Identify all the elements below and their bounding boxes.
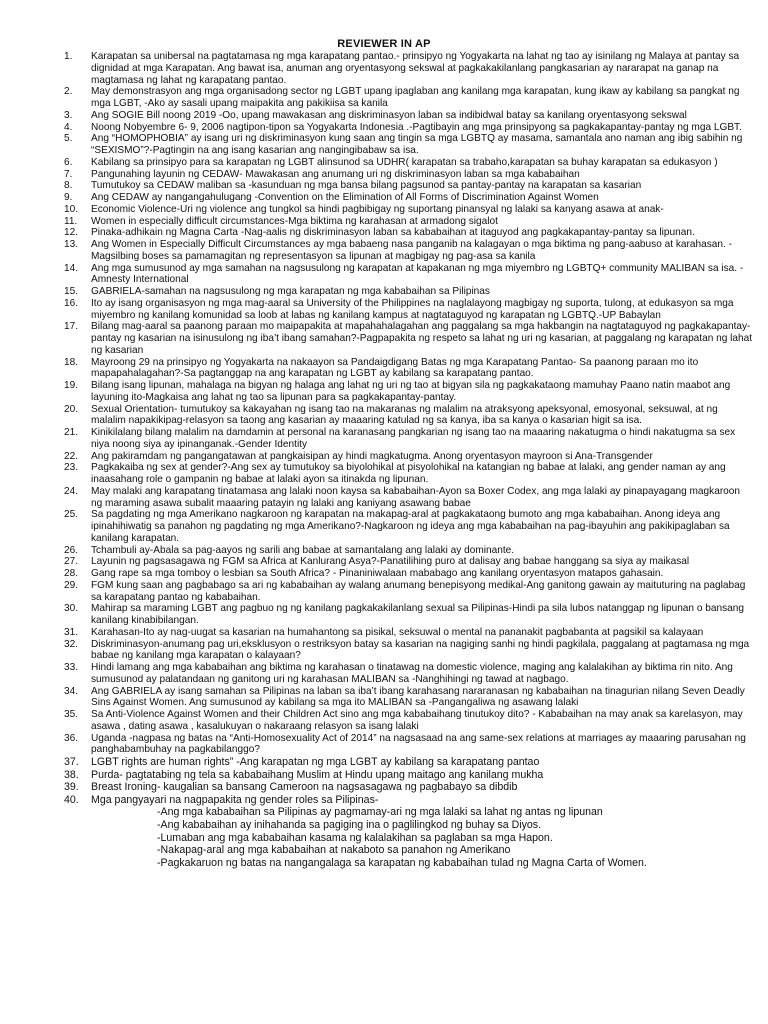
item-text: Women in especially difficult circumstances-Mga biktima ng karahasan at armadong sigalot [91,215,498,227]
list-item [64,110,754,122]
list-item [64,756,754,769]
item-number: 20. [64,403,79,415]
item-text: May malaki ang karapatang tinatamasa ang lalaki noon kaysa sa kababaihan-Ayon sa Boxer Codex, ang mga lalaki ay pinapayagang magkaroon ng maraming asawa subalit maaaring patayin ng lalaki ang kaniyang asawang babae [91,485,741,509]
item-text: Pagkakaiba ng sex at gender?-Ang sex ay tumutukoy sa biyolohikal at pisyolohikal na katangian ng babae at lalaki, ang gender naman ay ang inaasahang role o gampanin ng babae at lalaki ayon sa itinakda ng lipunan. [91,462,726,485]
item-text: Sa Anti-Violence Against Women and their Children Act sino ang mga kababaihang tinutukoy dito? - Kababaihan na may anak sa karelasyon, may asawa , dating asawa , kasalukuyan o nakaraang relasyon sa isang lalaki [91,709,743,732]
list-item [64,509,754,544]
list-item [64,603,754,627]
list-item [64,427,754,451]
item-text: Ang mga sumusunod ay mga samahan na nagsusulong ng karapatan at kapakanan ng mga miyembro ng LGBTQ+ community MALIBAN sa isa. -Amnesty International [91,262,744,286]
item-number: 40. [64,793,79,806]
item-text: Diskriminasyon-anumang pag uri,eksklusyon o restriksyon batay sa kasarian na nagiging sanhi ng hindi pagkilala, paggalang at pagtamasa ng mga babae ng kanilang mga karapatan o kalayaan? [91,638,750,662]
item-text: Karahasan-Ito ay nag-uugat sa kasarian na humahantong sa pisikal, seksuwal o mental na pananakit pagbabanta at pagsikil sa kalayaan [91,626,704,638]
item-number: 32. [64,638,79,650]
item-number: 16. [64,297,79,309]
item-text: GABRIELA-samahan na nagsusulong ng mga karapatan ng mga kababaihan sa Pilipinas [91,286,490,297]
list-item [64,51,754,86]
list-item [64,639,754,663]
list-item [64,556,754,568]
item-text: Uganda -nagpasa ng batas na “Anti-Homosexuality Act of 2014” na nagsasaad na ang same-sex relations at marriages ay maaaring parusahan ng panghabambuhay na pagkabilanggo? [91,732,746,756]
sub-list-item: -Nakapag-aral ang mga kababaihan at nakaboto sa panahon ng Amerikano [157,844,511,857]
list-item [64,627,754,639]
item-number: 25. [64,509,79,521]
item-number: 26. [64,544,79,556]
item-text: Purda- pagtatabing ng tela sa kababaihang Muslim at Hindu upang maitago ang kanilang mukha [91,768,544,781]
list-item [64,686,754,710]
list-item [64,180,754,192]
list-item [64,733,754,757]
item-text: Ang CEDAW ay nangangahulugang -Convention on the Elimination of All Forms of Discrimination Against Women [91,192,599,203]
list-item [64,227,754,239]
item-text: Noong Nobyembre 6- 9, 2006 nagtipon-tipon sa Yogyakarta Indonesia .-Pagtibayin ang mga prinsipyong sa pagkakapantay-pantay ng mga LGBT. [91,121,742,133]
item-number: 2. [64,86,73,98]
item-number: 39. [64,781,79,794]
list-item [64,769,754,782]
item-text: Mga pangyayari na nagpapakita ng gender roles sa Pilipinas- [91,793,379,806]
list-item [64,169,754,181]
item-number: 8. [64,180,73,192]
item-number: 30. [64,603,79,615]
item-number: 7. [64,168,73,180]
item-number: 24. [64,485,79,497]
item-number: 29. [64,579,79,591]
sub-list-item: -Ang kababaihan ay inihahanda sa pagiging ina o paglilingkod ng buhay sa Diyos. [157,818,542,831]
item-number: 31. [64,626,79,638]
item-number: 6. [64,156,73,168]
item-text: Kinikilalang bilang malalim na damdamin at personal na karanasang pangkarian ng isang tao na maaaring nakatugma o hindi nakatugma sa sex niya noong siya ay ipinanganak.-Gender Identity [91,427,736,450]
item-number: 9. [64,192,73,203]
item-text: Bilang mag-aaral sa paanong paraan mo maipapakita at mapahahalagahan ang paggalang sa mga hakbangin na nagtataguyod ng pagkakapantay-pantay ng kasarian na isinusulong ng iba’t ibang samahan?-Pagpapakita ng respeto sa lahat ng uri ng kasarian, at paggalang ng karapatan ng lahat ng kasarian [91,321,753,356]
list-item [64,662,754,686]
item-text: Ito ay isang organisasyon ng mga mag-aaral sa University of the Philippines na naglalayong magbigay ng suporta, tulong, at edukasyon sa mga miyembro ng kanilang komunidad sa loob at labas ng kanilang kampus at nagtataguyod ng karapatan ng LGBTQ.-UP Babaylan [91,297,734,321]
item-text: Pinaka-adhikain ng Magna Carta -Nag-aalis ng diskriminasyon laban sa kababaihan at itaguyod ang pagkakapantay-pantay sa lipunan. [91,227,695,239]
list-item [64,157,754,169]
list-item [64,263,754,287]
item-text: LGBT rights are human rights” -Ang karapatan ng mga LGBT ay kabilang sa karapatang pantao [91,756,540,768]
item-text: Breast Ironing- kaugalian sa bansang Cameroon na nagsasagawa ng pagbabayo sa dibdib [91,781,518,794]
item-number: 21. [64,427,79,438]
list-item [64,122,754,134]
item-number: 23. [64,462,79,474]
list-item [64,286,754,298]
item-number: 27. [64,556,79,568]
item-number: 14. [64,262,79,274]
list-item [64,545,754,557]
list-item [64,239,754,263]
item-number: 15. [64,286,79,297]
list-item [64,380,754,404]
list-item [64,298,754,322]
item-number: 22. [64,450,79,462]
list-item [64,781,754,794]
list-item [64,357,754,381]
sub-list-item: -Lumaban ang mga kababaihan kasama ng kalalakihan sa paglaban sa mga Hapon. [157,831,553,844]
sub-list-item: -Pagkakaruon ng batas na nangangalaga sa karapatan ng kababaihan tulad ng Magna Carta of Women. [157,856,647,869]
item-number: 28. [64,568,79,579]
list-item [64,580,754,604]
item-number: 18. [64,356,79,368]
list-item [64,709,754,733]
item-text: Ang Women in Especially Difficult Circumstances ay mga babaeng nasa panganib na kalagayan o mga biktima ng pang-aabuso at karahasan. -Magsilbing boses sa pamamagitan ng representasyon sa lipunan at magbigay ng pag-asa sa kanila [91,239,732,262]
item-text: Mayroong 29 na prinsipyo ng Yogyakarta na nakaayon sa Pandaigdigang Batas ng mga Karapatang Pantao- Sa paanong paraan mo ito mapapahalagahan?-Sa pagtanggap na ang karapatan ng LGBT ay kabilang sa karapatang pantao. [91,356,699,380]
item-text: Kabilang sa prinsipyo para sa karapatan ng LGBT alinsunod sa UDHR( karapatan sa trabaho,karapatan sa buhay karapatan sa edukasyon ) [91,156,718,168]
item-text: Tchambuli ay-Abala sa pag-aayos ng sarili ang babae at samantalang ang lalaki ay dominante. [91,544,515,556]
reviewer-list [64,51,754,869]
item-number: 34. [64,685,79,697]
list-item [64,192,754,204]
item-text: Sexual Orientation- tumutukoy sa kakayahan ng isang tao na makaranas ng malalim na atraksyong apeksyonal, emosyonal, seksuwal, at ng malalim napakikipag-relasyon sa taong ang kasarian ay maaaring katulad ng sa kanya, iba sa kanya o kasarian higit sa isa. [91,403,718,427]
item-text: Hindi lamang ang mga kababaihan ang biktima ng karahasan o tinatawag na domestic violence, maging ang kalalakihan ay biktima rin nito. Ang sumusunod ay palatandaan ng ganitong uri ng karahasan MALIBAN sa -Nanghihingi ng tawad at nagbago. [91,662,733,685]
item-text: May demonstrasyon ang mga organisadong sector ng LGBT upang ipaglaban ang kanilang mga karapatan, kung ikaw ay kabilang sa pangkat ng mga LGBT, -Ako ay sasali upang maipakita ang pakikiisa sa kanila [91,86,740,109]
item-text: Ang pakiramdam ng pangangatawan at pangkaisipan ay hindi magkatugma. Anong oryentasyon mayroon si Ana-Transgender [91,450,653,462]
item-text: Gang rape sa mga tomboy o lesbian sa South Africa? - Pinaniniwalaan mababago ang kanilang oryentasyon matapos gahasain. [91,568,664,579]
list-item [64,568,754,580]
list-item [64,462,754,486]
list-item [64,133,754,157]
list-item [64,321,754,356]
item-text: Karapatan sa unibersal na pagtatamasa ng mga karapatang pantao.- prinsipyo ng Yogyakarta na lahat ng tao ay isinilang ng Malaya at pantay sa dignidad at mga Karapatan. Ang bawat isa, anuman ang oryentasyong sekswal at pagkakakilanlang pangkasarian ay nararapat na ganap na magtamasa ng lahat ng karapatang pantao. [91,51,740,86]
item-text: Sa pagdating ng mga Amerikano nagkaroon ng karapatan na makapag-aral at pagkakataong bumoto ang mga kababaihan. Anong ideya ang ipinahihiwatig sa panahon ng pagdating ng mga Amerikano?-Nagkaroon ng ideya ang mga kababaihan na pag-ibayuhin ang pakikipaglaban sa kanilang karapatan. [91,509,730,544]
item-number: 19. [64,380,79,391]
item-text: Mahirap sa maraming LGBT ang pagbuo ng ng kanilang pagkakakilanlang sexual sa Pilipinas-Hindi pa sila lubos natanggap ng lipunan o bansang kanilang kinabibilangan. [91,603,744,626]
list-item [64,451,754,463]
item-number: 35. [64,709,79,720]
item-number: 12. [64,227,79,239]
item-text: Ang GABRIELA ay isang samahan sa Pilipinas na laban sa iba’t ibang karahasang nararanasan ng kababaihan na tinagurian nilang Seven Deadly Sins Against Women. Ang sumusunod ay kabilang sa mga ito MALIBAN sa -Pangangaliwa ng asawang lalaki [91,685,745,709]
list-item [64,216,754,228]
item-number: 33. [64,662,79,673]
list-item [64,204,754,216]
item-number: 1. [64,51,73,62]
item-number: 11. [64,215,78,227]
item-text: Ang SOGIE Bill noong 2019 -Oo, upang mawakasan ang diskriminasyon laban sa indibidwal batay sa kanilang oryentasyong sekswal [91,109,687,121]
item-text: Pangunahing layunin ng CEDAW- Mawakasan ang anumang uri ng diskriminasyon laban sa mga kababaihan [91,168,580,180]
item-number: 5. [64,133,73,145]
item-number: 17. [64,321,79,333]
item-number: 38. [64,768,79,781]
sub-list-item: -Ang mga kababaihan sa Pilipinas ay pagmamay-ari ng mga lalaki sa lahat ng antas ng lipunan [157,806,603,819]
item-text: FGM kung saan ang pagbabago sa ari ng kababaihan ay walang anumang benepisyong medikal-Ang ganitong gawain ay maituturing na paglabag sa karapatang pantao ng kababaihan. [91,579,746,603]
item-text: Ang “HOMOPHOBIA” ay isang uri ng diskriminasyon kung saan ang tingin sa mga LGBTQ ay masama, samantala ano naman ang ibig sabihin ng “SEXISMO”?-Pagtingin na ang isang kasarian ang nangingibabaw sa isa. [91,133,743,156]
list-item [64,486,754,510]
item-number: 37. [64,756,79,768]
list-item [64,404,754,428]
item-text: Layunin ng pagsasagawa ng FGM sa Africa at Kanlurang Asya?-Panatilihing puro at dalisay ang babae hanggang sa siya ay maikasal [91,556,690,568]
item-number: 10. [64,203,79,215]
item-number: 13. [64,239,79,250]
item-number: 36. [64,732,79,744]
item-text: Tumutukoy sa CEDAW maliban sa -kasunduan ng mga bansa bilang pagsunod sa pantay-pantay na karapatan sa kasarian [91,180,642,192]
item-text: Bilang isang lipunan, mahalaga na bigyan ng halaga ang lahat ng uri ng tao at bigyan sila ng pagkakataong mamuhay Paano natin maabot ang layuning ito-Magkaisa ang lahat ng tao sa lipunan para sa pagkakapantay-pantay. [91,380,731,403]
document-title: REVIEWER IN AP [337,38,431,50]
item-number: 3. [64,109,73,121]
item-number: 4. [64,121,73,133]
list-item [64,86,754,110]
list-item [64,794,754,807]
item-text: Economic Violence-Uri ng violence ang tungkol sa hindi pagbibigay ng suportang pinansyal ng lalaki sa kanyang asawa at anak- [91,203,664,215]
